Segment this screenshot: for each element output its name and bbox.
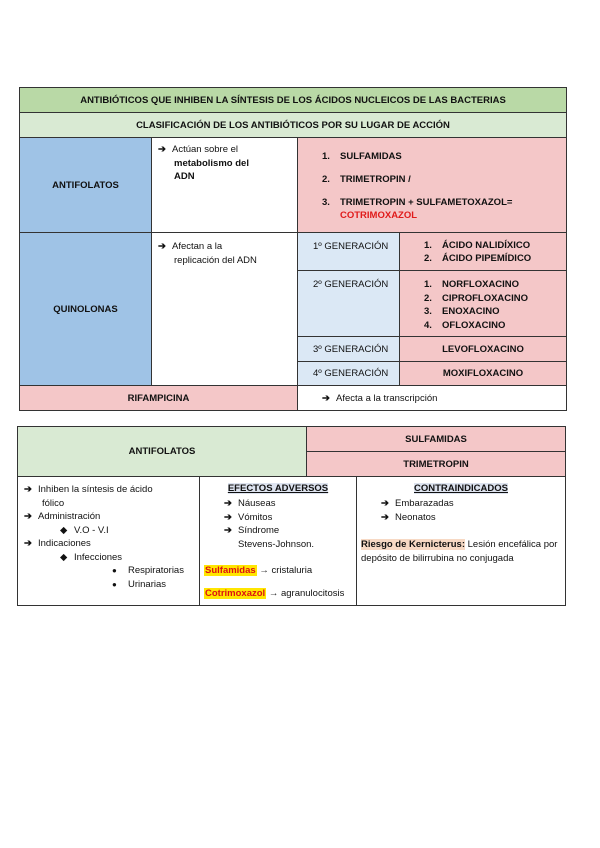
gen2-drugs-cell: [399, 270, 567, 337]
item-text: ENOXACINO: [442, 306, 500, 317]
gen1-label: 1º GENERACIÓN: [313, 241, 389, 252]
desc-line: replicación del ADN: [174, 254, 257, 266]
drug-item: [322, 145, 512, 168]
item-num: 1.: [424, 279, 432, 290]
cotrimoxazol-text: COTRIMOXAZOL: [340, 210, 418, 221]
efectos-adversos-title-text: EFECTOS ADVERSOS: [227, 483, 329, 494]
sulfamidas-highlight: Sulfamidas: [205, 565, 256, 576]
desc-line: ADN: [174, 171, 195, 182]
col1-line: Urinarias: [128, 578, 167, 590]
col1-line: Infecciones: [74, 551, 123, 563]
bullet-icon: ●: [112, 579, 117, 589]
item-text: SULFAMIDAS: [340, 151, 402, 162]
arrow-icon: ➔: [381, 511, 389, 523]
col1-line: Administración: [38, 511, 101, 522]
kernicterus-label: Riesgo de Kernicterus:: [361, 539, 465, 550]
col1-line: V.O - V.I: [74, 524, 109, 536]
sulfamidas-text: SULFAMIDAS: [405, 433, 467, 445]
item-num: 2.: [424, 292, 432, 304]
gen2-drug-list: [424, 278, 528, 332]
contraindicados-title: [357, 483, 565, 494]
cotrimoxazol-highlight: Cotrimoxazol: [205, 588, 266, 599]
quinolonas-desc-cell: [151, 232, 298, 386]
table2-header-text: ANTIFOLATOS: [128, 446, 196, 457]
rifampicina-desc-cell: [297, 385, 567, 411]
table1-subtitle-text: CLASIFICACIÓN DE LOS ANTIBIÓTICOS POR SU LUGAR DE ACCIÓN: [136, 119, 450, 131]
effect-text: → cristaluria: [259, 565, 313, 576]
efectos-adversos-title: [200, 483, 356, 494]
col3-list: [381, 497, 454, 524]
col1-line: Respiratorias: [128, 565, 184, 576]
arrow-icon: ➔: [224, 511, 232, 523]
item-num: 2.: [424, 253, 432, 264]
item-num: 2.: [322, 174, 330, 185]
gen3-drug-cell: [399, 336, 567, 362]
col1-line: Indicaciones: [38, 538, 91, 549]
contraindicados-title-text: CONTRAINDICADOS: [414, 483, 508, 494]
desc-line: Actúan sobre el: [172, 144, 239, 155]
arrow-icon: ➔: [24, 511, 32, 522]
item-text: TRIMETROPIN /: [340, 174, 411, 185]
col1-content: [24, 483, 184, 591]
item-text: NORFLOXACINO: [442, 279, 520, 290]
trimetropin-text: TRIMETROPIN: [403, 458, 469, 470]
table2-sulfamidas: [306, 426, 566, 452]
quinolonas-label-cell: [19, 232, 152, 386]
item-text: OFLOXACINO: [442, 319, 506, 331]
antifolatos-drugs-cell: [297, 137, 567, 233]
drug-item: [424, 305, 528, 319]
item-num: 1.: [424, 240, 432, 251]
table2-header: [17, 426, 307, 477]
col2-item: Náuseas: [238, 498, 276, 509]
arrow-icon: ➔: [322, 393, 330, 404]
gen4-drug: MOXIFLOXACINO: [442, 368, 524, 379]
drug-item: [322, 168, 512, 191]
sulfamidas-effect: [204, 565, 312, 576]
arrow-icon: ➔: [24, 484, 32, 495]
drug-item: [424, 292, 528, 306]
item-num: 3.: [322, 197, 330, 208]
drug-item: [424, 319, 528, 333]
table2-trimetropin: [306, 451, 566, 477]
gen1-label-cell: [297, 232, 400, 271]
table1-title-text: ANTIBIÓTICOS QUE INHIBEN LA SÍNTESIS DE LOS ÁCIDOS NUCLEICOS DE LAS BACTERIAS: [80, 94, 506, 106]
antifolatos-label: ANTIFOLATOS: [52, 179, 119, 191]
antifolatos-desc: [158, 143, 249, 184]
drug-item: [322, 196, 512, 209]
arrow-icon: ➔: [24, 538, 32, 549]
col1-line: fólico: [42, 497, 65, 509]
col1-line: Inhiben la síntesis de ácido: [38, 484, 153, 495]
gen2-label-cell: [297, 270, 400, 337]
item-text: CIPROFLOXACINO: [442, 292, 529, 304]
gen4-label-cell: [297, 361, 400, 386]
antifolatos-desc-cell: [151, 137, 298, 233]
col3-item: Embarazadas: [395, 498, 454, 509]
arrow-icon: ➔: [224, 498, 232, 509]
drug-item: [424, 239, 531, 252]
arrow-icon: ➔: [158, 144, 166, 155]
arrow-icon: ➔: [224, 525, 232, 536]
diamond-icon: ◆: [60, 524, 68, 536]
item-text: ÁCIDO NALIDÍXICO: [442, 240, 531, 251]
item-num: 1.: [322, 151, 330, 162]
cotrimoxazol-effect: [204, 588, 344, 599]
drug-item: [424, 278, 528, 292]
item-num: 3.: [424, 306, 432, 317]
col2-list: [224, 497, 314, 551]
col3-item: Neonatos: [395, 511, 436, 523]
table2-col2: [199, 476, 357, 606]
drug-item: [424, 252, 531, 265]
rifampicina-desc: [322, 393, 437, 404]
antifolatos-drug-list: [322, 145, 512, 222]
gen3-label-cell: [297, 336, 400, 362]
col2-item: Síndrome: [238, 525, 280, 536]
gen4-drug-cell: [399, 361, 567, 386]
risk-text: Lesión encefálica por: [467, 539, 558, 550]
bullet-icon: ●: [112, 566, 117, 575]
table2-col3: [356, 476, 566, 606]
risk-text: depósito de bilirrubina no conjugada: [361, 552, 514, 564]
gen1-drugs-cell: [399, 232, 567, 271]
table1-title: [19, 87, 567, 113]
desc-line: metabolismo del: [174, 157, 249, 169]
effect-text: → agranulocitosis: [268, 588, 345, 599]
rifampicina-label: RIFAMPICINA: [127, 392, 190, 404]
gen3-label: 3º GENERACIÓN: [313, 344, 389, 355]
item-text: TRIMETROPIN + SULFAMETOXAZOL=: [340, 197, 513, 208]
item-text: ÁCIDO PIPEMÍDICO: [442, 253, 532, 264]
item-num: 4.: [424, 319, 432, 331]
arrow-icon: ➔: [381, 498, 389, 509]
col2-item: Stevens-Johnson.: [238, 538, 315, 550]
desc-text: Afecta a la transcripción: [336, 393, 438, 404]
table2-col1: [17, 476, 200, 606]
col2-item: Vómitos: [238, 511, 273, 523]
quinolonas-label: QUINOLONAS: [53, 303, 118, 315]
gen4-label: 4º GENERACIÓN: [313, 368, 389, 379]
kernicterus-risk: [361, 538, 565, 565]
antifolatos-label-cell: [19, 137, 152, 233]
arrow-icon: ➔: [158, 241, 166, 252]
quinolonas-desc: [158, 240, 257, 267]
gen2-label: 2º GENERACIÓN: [313, 279, 389, 290]
desc-line: Afectan a la: [172, 241, 223, 252]
gen3-drug: LEVOFLOXACINO: [442, 343, 524, 355]
diamond-icon: ◆: [60, 551, 68, 563]
rifampicina-label-cell: [19, 385, 298, 411]
table1-subtitle: [19, 112, 567, 138]
gen1-drug-list: [424, 239, 531, 265]
